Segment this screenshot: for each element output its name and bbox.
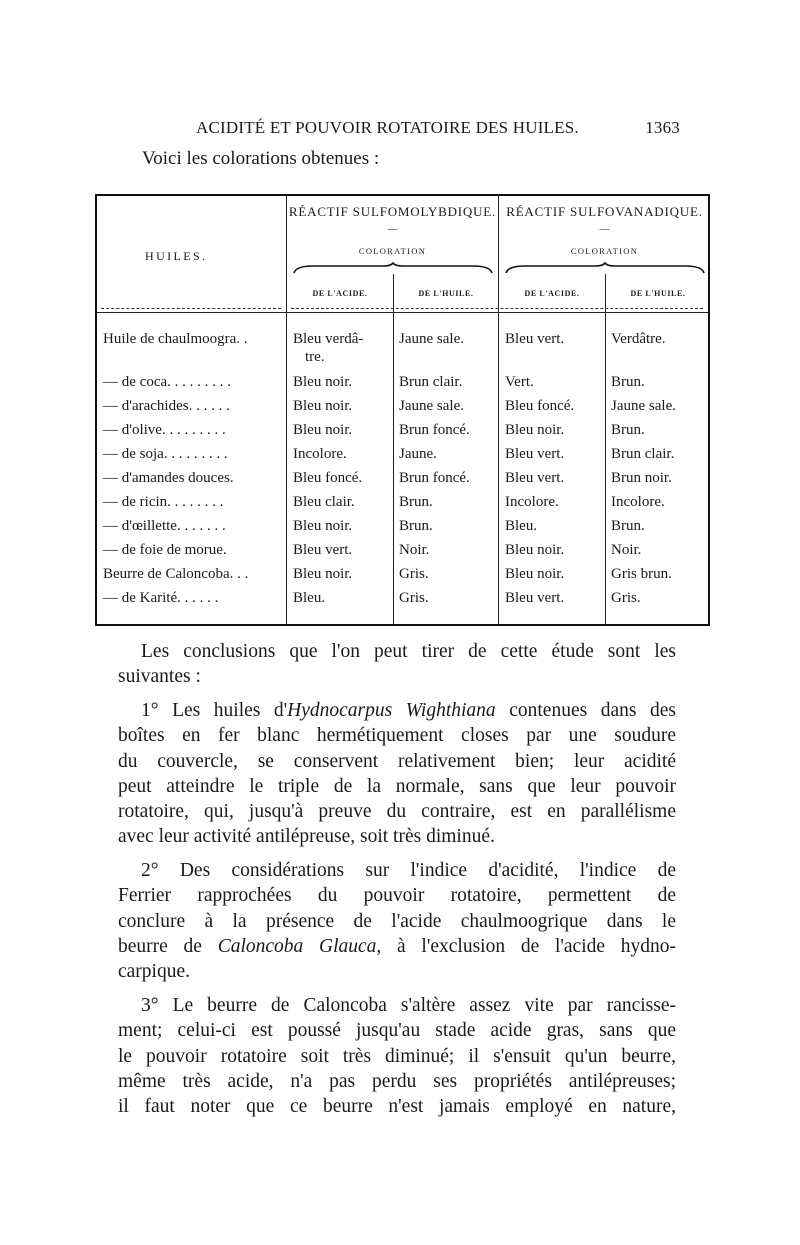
table-cell: Jaune sale. [611, 398, 676, 414]
table-cell: Bleu vert. [505, 446, 565, 462]
group-subtitle-coloration: COLORATION [570, 246, 639, 256]
paragraph-conclusion-1-cont [118, 723, 676, 849]
oil-name-cell: — de soja. . . . . . . . . [103, 446, 228, 462]
table-cell: Bleu. [505, 518, 538, 534]
oil-name-cell: — de ricin. . . . . . . . [103, 494, 224, 510]
table-cell: Bleu vert. [505, 470, 565, 486]
paragraph-conclusion-3 [141, 993, 676, 1018]
page-number: 1363 [645, 118, 680, 137]
table-cell: Bleu noir. [505, 542, 565, 558]
table-cell: Jaune sale. [399, 398, 464, 414]
table-cell: Jaune. [399, 446, 437, 462]
table-cell: Bleu noir. [293, 422, 353, 438]
table-cell: Vert. [505, 374, 534, 390]
paragraph-conclusions-intro-cont [118, 664, 676, 689]
table-cell: Incolore. [293, 446, 347, 462]
table-cell: Bleu noir. [505, 566, 565, 582]
table-cell: Brun. [611, 422, 645, 438]
oil-name-cell: — d'œillette. . . . . . . [103, 518, 226, 534]
text-line: Les conclusions que l'on peut tirer de cette étude sont les [141, 641, 676, 662]
table-cell: Bleu foncé. [293, 470, 363, 486]
table-divider [605, 274, 606, 624]
table-cell: Gris. [399, 566, 429, 582]
paragraph-conclusion-1 [141, 698, 676, 723]
table-cell: Brun. [611, 374, 645, 390]
table-cell: Bleu noir. [293, 398, 353, 414]
table-divider [286, 196, 287, 624]
oil-name-cell: Huile de chaulmoogra. . [103, 331, 248, 347]
table-cell: Incolore. [611, 494, 665, 510]
oil-name-cell: — d'olive. . . . . . . . . [103, 422, 226, 438]
col-header-huile-1: DE L'HUILE. [418, 289, 474, 298]
paragraph-conclusions-intro [141, 639, 676, 664]
text-run: contenues dans des [495, 700, 676, 721]
species-name: Hydnocarpus Wighthiana [287, 700, 496, 721]
group-title-sulfomolybdique: RÉACTIF SULFOMOLYBDIQUE. [288, 204, 497, 219]
text-line: conclure à la présence de l'acide chaulmoogrique dans le [118, 910, 676, 932]
table-cell: Brun. [399, 494, 433, 510]
table-cell: Bleu noir. [293, 518, 353, 534]
table-cell: Incolore. [505, 494, 559, 510]
text-line: rotatoire, qui, jusqu'à preuve du contraire, est en parallélisme [118, 801, 676, 823]
group-title-sulfovanadique: RÉACTIF SULFOVANADIQUE. [506, 204, 703, 219]
table-cell: Bleu vert. [293, 542, 353, 558]
table-divider [393, 274, 394, 624]
text-line: boîtes en fer blanc hermétiquement closes par une soudure [118, 725, 676, 747]
text-line: Ferrier rapprochées du pouvoir rotatoire, permettent de [118, 885, 676, 907]
header-rule [101, 308, 281, 309]
table-cell: Noir. [611, 542, 642, 558]
paragraph-conclusion-2-cont [118, 883, 676, 984]
oil-name-cell: — de Karité. . . . . . [103, 590, 219, 606]
table-cell: Bleu foncé. [505, 398, 575, 414]
text-line: peut atteindre le triple de la normale, sans que leur pouvoir [118, 775, 676, 797]
table-cell: Bleu noir. [293, 374, 353, 390]
table-divider [498, 196, 499, 624]
text-line: suivantes : [118, 666, 201, 687]
text-run: à l'exclusion de l'acide hydno- [381, 935, 677, 957]
table-cell: Brun. [399, 518, 433, 534]
table-cell: Bleu noir. [505, 422, 565, 438]
oil-name-cell: — d'amandes douces. [103, 470, 234, 486]
col-header-acide-2: DE L'ACIDE. [524, 289, 580, 298]
group-dash: — [387, 224, 398, 235]
header-rule [97, 312, 708, 313]
oil-name-cell: — de coca. . . . . . . . . [103, 374, 231, 390]
text-line: avec leur activité antilépreuse, soit très diminué. [118, 826, 495, 848]
table-cell: Bleu clair. [293, 494, 355, 510]
row-header-huiles: HUILES. [145, 249, 208, 263]
table-cell: Brun. [611, 518, 645, 534]
table-cell: Jaune sale. [399, 331, 464, 347]
table-cell: Bleu vert. [505, 590, 565, 606]
table-cell: Bleu noir. [293, 566, 353, 582]
table-cell: Gris. [611, 590, 641, 606]
table-cell: Brun foncé. [399, 422, 470, 438]
text-line: carpique. [118, 961, 191, 983]
text-line: il faut noter que ce beurre n'est jamais employé en nature, [118, 1096, 676, 1118]
header-title: ACIDITÉ ET POUVOIR ROTATOIRE DES HUILES. [196, 118, 579, 137]
header-rule [291, 308, 703, 309]
table-cell: Brun noir. [611, 470, 672, 486]
text-line: ment; celui-ci est poussé jusqu'au stade acide gras, sans que [118, 1020, 676, 1042]
oil-name-cell: — d'arachides. . . . . . [103, 398, 230, 414]
species-name: Caloncoba Glauca, [217, 935, 382, 957]
table-cell: Gris brun. [611, 566, 672, 582]
coloration-table [95, 194, 710, 628]
text-line: du couvercle, se conservent relativement bien; leur acidité [118, 750, 676, 772]
table-cell: Noir. [399, 542, 430, 558]
table-cell: Verdâtre. [611, 331, 666, 347]
intro-line: Voici les colorations obtenues : [142, 148, 380, 169]
text-line [118, 934, 676, 959]
group-subtitle-coloration: COLORATION [358, 246, 427, 256]
running-header [196, 118, 680, 142]
table-cell: Brun clair. [611, 446, 675, 462]
table-cell: Gris. [399, 590, 429, 606]
text-line: même très acide, n'a pas perdu ses propriétés antilépreuses; [118, 1070, 676, 1092]
paragraph-conclusion-3-cont [118, 1018, 676, 1119]
table-cell: Brun clair. [399, 374, 463, 390]
col-header-huile-2: DE L'HUILE. [630, 289, 686, 298]
text-line: 2° Des considérations sur l'indice d'acidité, l'indice de [141, 860, 676, 881]
brace-icon [505, 262, 705, 274]
col-header-acide-1: DE L'ACIDE. [312, 289, 368, 298]
brace-icon [293, 262, 493, 274]
text-line [141, 698, 676, 723]
text-run: 1° Les huiles d' [141, 700, 288, 721]
text-line: le pouvoir rotatoire soit très diminué; il s'ensuit qu'un beurre, [118, 1045, 676, 1067]
table-cell: Bleu verdâ- [293, 331, 364, 347]
table-cell: Brun foncé. [399, 470, 470, 486]
oil-name-cell: — de foie de morue. [103, 542, 227, 558]
table-cell: Bleu vert. [505, 331, 565, 347]
text-line: 3° Le beurre de Caloncoba s'altère assez vite par rancisse- [141, 995, 676, 1016]
group-dash: — [599, 224, 610, 235]
paragraph-conclusion-2 [141, 858, 676, 883]
text-run: beurre de [118, 935, 218, 957]
table-cell: Bleu. [293, 590, 326, 606]
table-cell-continuation: tre. [305, 349, 325, 365]
oil-name-cell: Beurre de Caloncoba. . . [103, 566, 249, 582]
